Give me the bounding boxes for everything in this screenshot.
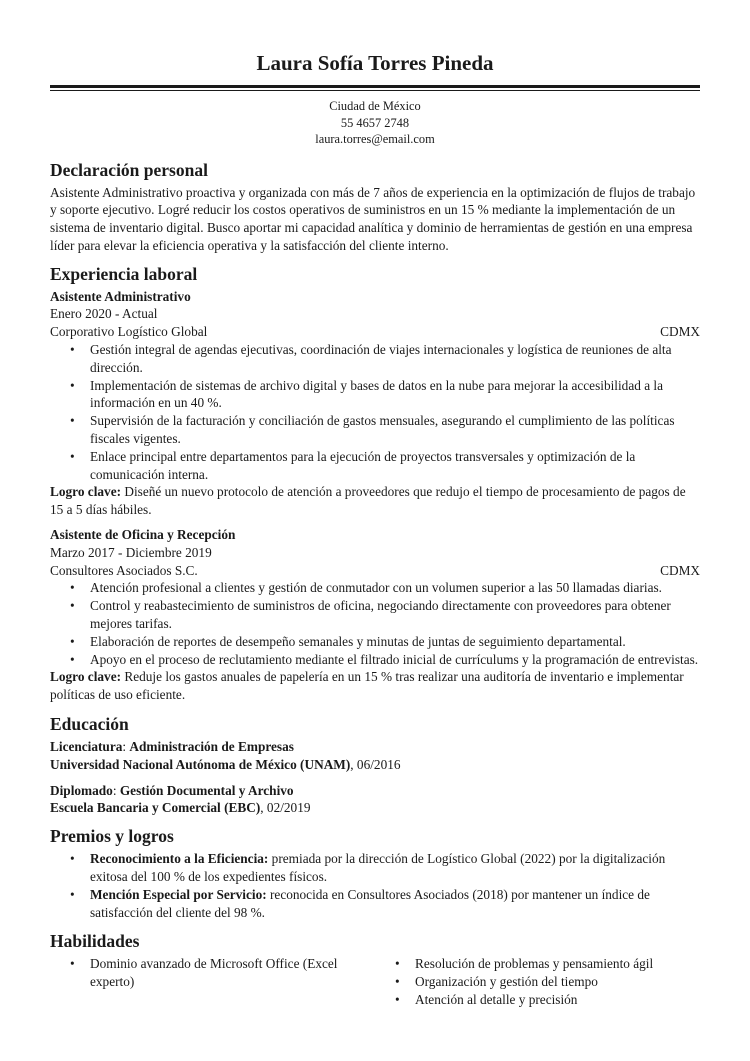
school-name: Escuela Bancaria y Comercial (EBC) (50, 800, 261, 816)
skill-item: • Resolución de problemas y pensamiento ágil (375, 955, 700, 973)
experience-section (50, 263, 700, 704)
job-dates: Enero 2020 - Actual (50, 306, 158, 322)
skill-item: • Organización y gestión del tiempo (375, 973, 700, 991)
job-entry (50, 288, 700, 519)
education-section (50, 713, 700, 817)
job-bullet: • Supervisión de la facturación y conciliación de gastos mensuales, asegurando el cumplimiento de las políticas fiscales vigentes. (50, 412, 700, 448)
section-title-personal: Declaración personal (50, 159, 208, 180)
degree-separator: : (112, 782, 120, 798)
job-bullets (50, 579, 700, 668)
education-degree-line (50, 782, 700, 800)
job-key-achievement (50, 483, 700, 519)
section-title-awards: Premios y logros (50, 826, 174, 847)
award-text: premiada por la dirección de Logístico Global (2022) por la digitalización exitosa del 100 % de los expedientes físicos. (90, 851, 666, 884)
job-bullet: • Gestión integral de agendas ejecutivas, coordinación de viajes internacionales y logística de reuniones de alta dirección. (50, 341, 700, 377)
contact-email: laura.torres@email.com (315, 132, 435, 146)
degree-name: Administración de Empresas (129, 739, 294, 755)
job-key-achievement (50, 668, 700, 704)
section-title-education: Educación (50, 714, 129, 735)
contact-city: Ciudad de México (329, 99, 421, 113)
degree-separator: : (122, 739, 130, 755)
skills-columns (50, 955, 700, 1008)
education-entry (50, 738, 700, 774)
skills-list-left (50, 955, 375, 1008)
degree-name: Gestión Documental y Archivo (119, 782, 294, 798)
personal-statement-text: Asistente Administrativo proactiva y organizada con más de 7 años de experiencia en la optimización de flujos de trabajo y soporte ejecutivo. Logré reducir los costos operativos de suministros en un 15 % mediante la implementación de un sistema de inventario digital. Busco aportar mi capacidad analítica y dominio de herramientas de gestión en una empresa líder para elevar la eficiencia operativa y la satisfacción del cliente interno. (50, 184, 696, 253)
key-achievement-label: Logro clave: (50, 669, 122, 685)
skill-item: • Atención al detalle y precisión (375, 991, 700, 1009)
job-bullet: • Control y reabastecimiento de suministros de oficina, negociando directamente con proveedores para obtener mejores tarifas. (50, 597, 700, 633)
awards-section (50, 825, 700, 921)
job-entry (50, 526, 700, 704)
skill-item: • Dominio avanzado de Microsoft Office (Excel experto) (50, 955, 375, 991)
job-company: Consultores Asociados S.C. (50, 562, 198, 578)
job-bullet: • Enlace principal entre departamentos para la ejecución de proyectos transversales y optimización de la comunicación interna. (50, 448, 700, 484)
award-item (50, 850, 700, 886)
awards-list (50, 850, 700, 921)
job-company-row (50, 323, 700, 341)
job-dates: Marzo 2017 - Diciembre 2019 (50, 544, 212, 560)
degree-type: Licenciatura (50, 739, 123, 755)
award-label: Mención Especial por Servicio: (90, 886, 267, 902)
award-item (50, 886, 700, 922)
job-role: Asistente de Oficina y Recepción (50, 527, 236, 543)
job-role: Asistente Administrativo (50, 288, 191, 304)
job-company: Corporativo Logístico Global (50, 324, 208, 340)
section-title-experience: Experiencia laboral (50, 263, 198, 284)
award-text: reconocida en Consultores Asociados (2018) por mantener un índice de satisfacción del cliente del 98 %. (90, 886, 650, 920)
header-divider (50, 85, 700, 91)
key-achievement-text: Diseñé un nuevo protocolo de atención a proveedores que redujo el tiempo de procesamiento de pagos de 15 a 5 días hábiles. (50, 484, 686, 518)
award-label: Reconocimiento a la Eficiencia: (90, 851, 269, 867)
job-bullet: • Elaboración de reportes de desempeño semanales y minutas de juntas de seguimiento departamental. (50, 633, 700, 651)
key-achievement-text: Reduje los gastos anuales de papelería en un 15 % tras realizar una auditoría de inventario e implementar políticas de uso eficiente. (50, 669, 684, 703)
job-bullet: • Implementación de sistemas de archivo digital y bases de datos en la nube para mejorar la accesibilidad a la información en un 40 %. (50, 377, 700, 413)
degree-type: Diplomado (50, 782, 113, 798)
job-bullet: • Atención profesional a clientes y gestión de conmutador con un volumen superior a las 50 llamadas diarias. (50, 579, 700, 597)
education-degree-line (50, 738, 700, 756)
skills-section (50, 930, 700, 1008)
job-location: CDMX (660, 562, 700, 578)
education-school-line (50, 799, 700, 817)
education-school-line (50, 756, 700, 774)
graduation-date: , 06/2016 (350, 756, 401, 772)
personal-statement-section (50, 159, 700, 255)
job-location: CDMX (660, 324, 700, 340)
section-title-skills: Habilidades (50, 931, 140, 952)
school-name: Universidad Nacional Autónoma de México (UNAM) (50, 756, 351, 772)
key-achievement-label: Logro clave: (50, 484, 122, 500)
education-entry (50, 782, 700, 818)
skills-list-right (375, 955, 700, 1008)
contact-block (50, 98, 700, 148)
contact-phone: 55 4657 2748 (340, 115, 410, 130)
job-bullets (50, 341, 700, 483)
job-bullet: • Apoyo en el proceso de reclutamiento mediante el filtrado inicial de currículums y la programación de entrevistas. (50, 651, 700, 669)
graduation-date: , 02/2019 (260, 800, 311, 816)
candidate-name: Laura Sofía Torres Pineda (256, 51, 494, 75)
job-company-row (50, 562, 700, 580)
